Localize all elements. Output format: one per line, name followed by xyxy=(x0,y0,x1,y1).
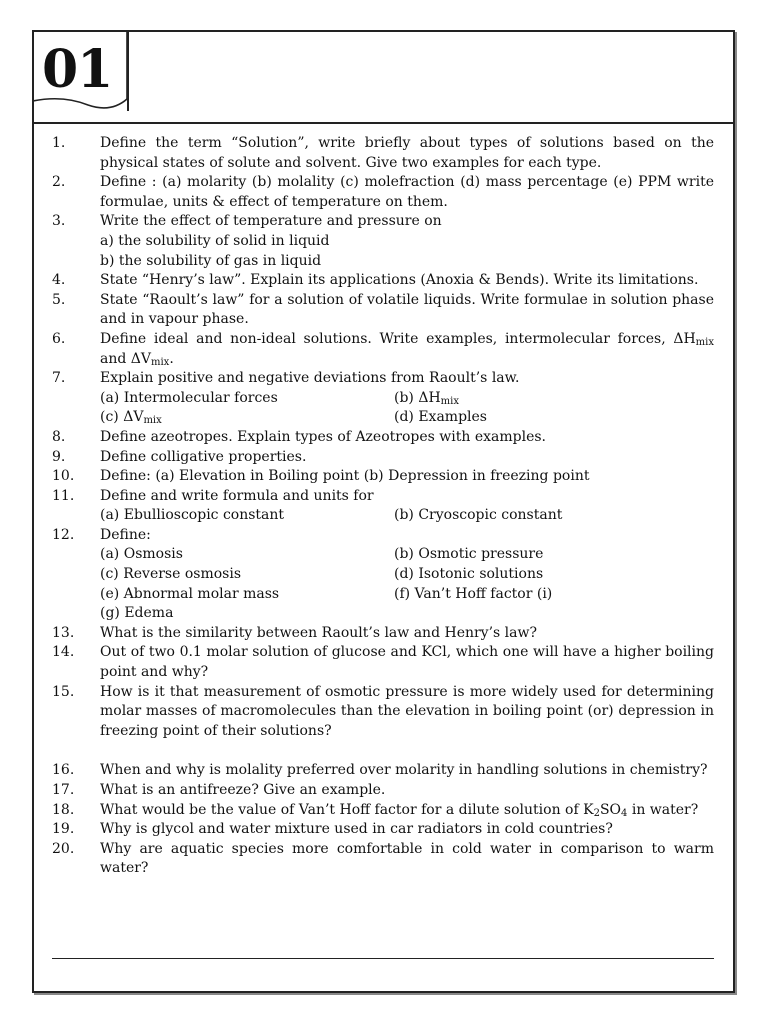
question-text: State “Raoult’s law” for a solution of volatile liquids. Write formulae in solution phase and in vapour phase. xyxy=(100,291,714,328)
question-body xyxy=(100,212,714,271)
question-6 xyxy=(52,330,714,369)
question-text: What would be the value of Van’t Hoff factor for a dilute solution of K xyxy=(100,801,594,818)
question-3 xyxy=(52,212,714,271)
bottom-divider xyxy=(52,958,714,959)
option: (e) Abnormal molar mass xyxy=(100,585,280,602)
question-text: Out of two 0.1 molar solution of glucose and KCl, which one will have a higher boiling point and why? xyxy=(100,644,714,681)
question-number: 1. xyxy=(52,135,66,151)
header-divider xyxy=(32,122,735,124)
question-body xyxy=(100,369,714,428)
question-number: 4. xyxy=(52,272,66,289)
option: (a) Ebullioscopic constant xyxy=(100,507,285,524)
spacer xyxy=(52,741,714,761)
question-13 xyxy=(52,624,714,644)
question-text: Define azeotropes. Explain types of Azeotropes with examples. xyxy=(100,428,546,445)
option: (a) Osmosis xyxy=(100,546,183,563)
question-number: 16. xyxy=(52,762,75,779)
option: (d) Isotonic solutions xyxy=(394,566,544,583)
option: (a) Intermolecular forces xyxy=(100,389,278,406)
question-text-b: SO xyxy=(599,801,622,818)
question-text-b: and ΔV xyxy=(100,350,151,367)
question-number: 15. xyxy=(52,683,75,700)
question-number: 10. xyxy=(52,468,75,485)
question-text: Define: (a) Elevation in Boiling point (b) Depression in freezing point xyxy=(100,468,590,485)
question-text: What is the similarity between Raoult’s law and Henry’s law? xyxy=(100,624,537,641)
question-18 xyxy=(52,801,714,821)
question-text: Define: xyxy=(100,526,151,543)
option-grid xyxy=(100,506,714,526)
question-number: 18. xyxy=(52,801,75,818)
question-number: 11. xyxy=(52,487,75,504)
question-text: Why are aquatic species more comfortable in cold water in comparison to warm water? xyxy=(100,840,714,877)
subscript: 4 xyxy=(621,807,628,819)
question-text-c: . xyxy=(169,350,174,367)
question-number: 17. xyxy=(52,782,75,798)
question-text: How is it that measurement of osmotic pressure is more widely used for determining molar masses of macromolecules than the elevation in boiling point (or) depression in freezing point of their solutions? xyxy=(100,683,714,739)
question-number: 20. xyxy=(52,840,75,857)
question-15 xyxy=(52,683,714,742)
question-text: Define ideal and non-ideal solutions. Write examples, intermolecular forces, ΔH xyxy=(100,330,696,347)
option: (g) Edema xyxy=(100,605,174,622)
option: (c) Reverse osmosis xyxy=(100,566,242,583)
question-text: Why is glycol and water mixture used in car radiators in cold countries? xyxy=(100,821,613,838)
question-16 xyxy=(52,761,714,781)
question-11 xyxy=(52,487,714,526)
question-9 xyxy=(52,448,714,468)
subscript: mix xyxy=(695,336,714,348)
question-text: Define the term “Solution”, write briefly about types of solutions based on the physical states of solute and solvent. Give two examples for each type. xyxy=(100,135,714,171)
question-number: 14. xyxy=(52,644,75,661)
question-body xyxy=(100,487,714,526)
option-grid xyxy=(100,389,714,428)
subscript: mix xyxy=(151,356,170,368)
question-number: 6. xyxy=(52,330,66,347)
question-body xyxy=(100,801,714,821)
question-number: 9. xyxy=(52,448,66,465)
question-number: 2. xyxy=(52,174,66,191)
question-text: Write the effect of temperature and pressure on xyxy=(100,213,442,230)
question-text: When and why is molality preferred over molarity in handling solutions in chemistry? xyxy=(100,762,708,779)
question-number: 8. xyxy=(52,428,66,445)
question-number: 19. xyxy=(52,821,75,838)
question-text: What is an antifreeze? Give an example. xyxy=(100,782,386,798)
question-body xyxy=(100,526,714,624)
option: (f) Van’t Hoff factor (i) xyxy=(394,585,553,602)
question-number: 12. xyxy=(52,526,75,543)
question-14 xyxy=(52,643,714,682)
question-20 xyxy=(52,840,714,879)
option-grid xyxy=(100,545,714,623)
question-subline: a) the solubility of solid in liquid xyxy=(100,232,330,249)
question-text: Explain positive and negative deviations from Raoult’s law. xyxy=(100,370,520,387)
chapter-number: 01 xyxy=(42,39,113,100)
question-text: State “Henry’s law”. Explain its applications (Anoxia & Bends). Write its limitations. xyxy=(100,272,699,289)
option: (d) Examples xyxy=(394,409,487,426)
subscript: 2 xyxy=(593,807,600,819)
question-number: 5. xyxy=(52,291,66,308)
question-4 xyxy=(52,271,714,291)
question-text-c: in water? xyxy=(627,801,699,818)
question-10 xyxy=(52,467,714,487)
option: (b) Cryoscopic constant xyxy=(394,507,563,524)
question-7 xyxy=(52,369,714,428)
option xyxy=(394,389,714,409)
question-1 xyxy=(52,134,714,173)
question-subline: b) the solubility of gas in liquid xyxy=(100,252,322,269)
question-text: Define and write formula and units for xyxy=(100,487,374,504)
question-number: 3. xyxy=(52,213,66,230)
question-12 xyxy=(52,526,714,624)
option-text: (c) ΔV xyxy=(100,409,144,426)
option xyxy=(100,408,394,428)
question-19 xyxy=(52,820,714,840)
subscript: mix xyxy=(440,395,459,407)
subscript: mix xyxy=(143,415,162,427)
question-17 xyxy=(52,781,714,801)
question-2 xyxy=(52,173,714,212)
question-text: Define colligative properties. xyxy=(100,448,307,465)
option-text: (b) ΔH xyxy=(394,389,441,406)
question-8 xyxy=(52,428,714,448)
question-list xyxy=(52,134,714,879)
option: (b) Osmotic pressure xyxy=(394,546,544,563)
question-text: Define : (a) molarity (b) molality (c) molefraction (d) mass percentage (e) PPM write formulae, units & effect of temperature on them. xyxy=(100,174,714,210)
question-number: 13. xyxy=(52,624,75,641)
question-5 xyxy=(52,291,714,330)
question-body xyxy=(100,330,714,369)
question-number: 7. xyxy=(52,370,66,387)
